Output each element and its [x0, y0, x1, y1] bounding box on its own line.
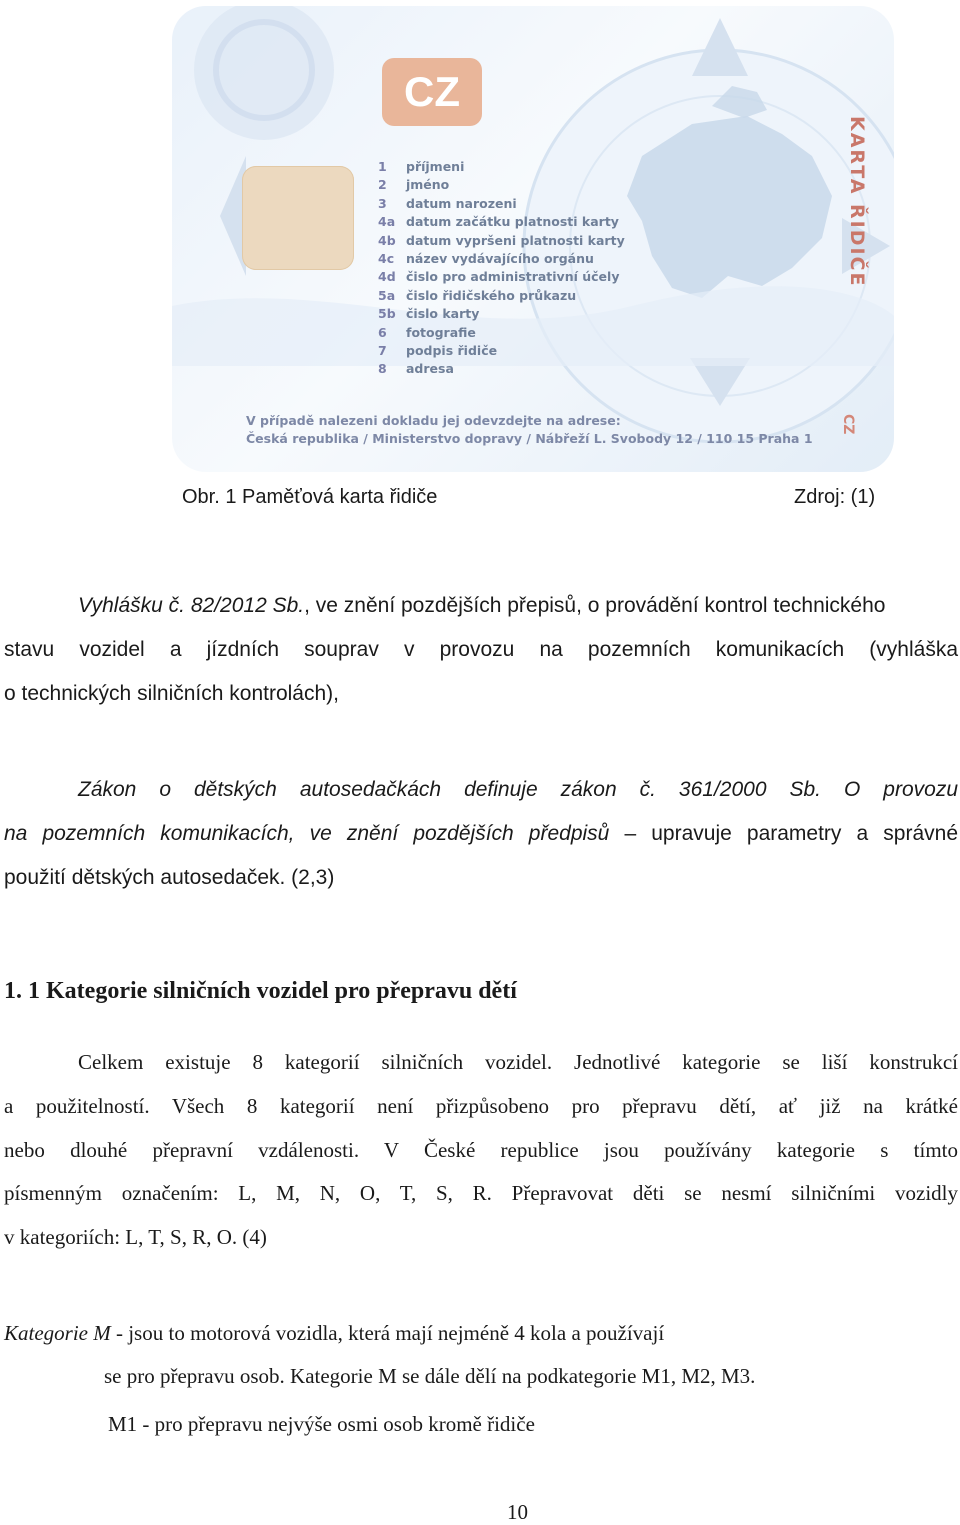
card-field-number: 6 — [378, 324, 387, 340]
card-field-row — [378, 232, 625, 250]
card-field-row — [378, 305, 625, 323]
card-field-label: příjmeni — [406, 159, 465, 174]
card-footer-line2: Česká republika / Ministerstvo dopravy / Nábřeží L. Svobody 12 / 110 15 Praha 1 — [246, 431, 813, 446]
section-line-5: v kategoriích: L, T, S, R, O. (4) — [4, 1225, 267, 1249]
para2-line3: použití dětských autosedaček. (2,3) — [4, 866, 335, 889]
card-side-code: CZ — [840, 414, 856, 435]
card-field-number: 8 — [378, 361, 387, 377]
section-line-3: nebo dlouhé přepravní vzdálenosti. V České republice jsou používány kategorie s tímto — [4, 1138, 958, 1162]
category-m-line1: Kategorie M - jsou to motorová vozidla, která mají nejméně 4 kola a používají — [4, 1321, 665, 1345]
card-field-label: podpis řidiče — [406, 343, 498, 359]
para1-line1: Vyhlášku č. 82/2012 Sb., ve znění pozdějších přepisů, o provádění kontrol technického — [78, 594, 886, 617]
card-return-address — [246, 412, 813, 448]
card-field-row — [378, 176, 625, 194]
card-field-number: 7 — [378, 343, 387, 359]
card-field-number: 4a — [378, 214, 396, 230]
card-title: KARTA ŘIDIČE — [846, 116, 868, 288]
category-m1-line: M1 - pro přepravu nejvýše osmi osob kromě řidiče — [108, 1412, 535, 1436]
page-number: 10 — [507, 1500, 528, 1524]
chip-icon — [242, 166, 354, 270]
card-field-row — [378, 268, 625, 286]
section-line-1: Celkem existuje 8 kategorií silničních vozidel. Jednotlivé kategorie se liší konstrukcí — [78, 1050, 958, 1074]
decree-reference: Vyhlášku č. 82/2012 Sb. — [78, 594, 305, 617]
card-field-row — [378, 158, 625, 176]
card-field-number: 4c — [378, 251, 395, 267]
card-field-number: 3 — [378, 195, 387, 211]
category-m-line2: se pro přepravu osob. Kategorie M se dále dělí na podkategorie M1, M2, M3. — [104, 1364, 756, 1388]
card-field-label: datum narozeni — [406, 195, 517, 211]
card-field-number: 5b — [378, 306, 396, 322]
figure-caption: Obr. 1 Paměťová karta řidiče — [182, 486, 438, 508]
figure-source: Zdroj: (1) — [794, 486, 876, 508]
card-field-label: adresa — [406, 361, 454, 377]
card-field-label: fotografie — [406, 324, 476, 340]
section-line-2: a použitelností. Všech 8 kategorií není přizpůsobeno pro přepravu dětí, ať již na krátké — [4, 1094, 958, 1118]
card-field-row — [378, 213, 625, 231]
section-heading: 1. 1 Kategorie silničních vozidel pro přepravu dětí — [4, 978, 517, 1004]
card-field-row — [378, 324, 625, 342]
card-field-number: 2 — [378, 177, 387, 193]
card-field-row — [378, 360, 625, 378]
card-field-label: jméno — [406, 177, 450, 193]
para1-line2: stavu vozidel a jízdních souprav v provozu na pozemních komunikacích (vyhláška — [4, 638, 958, 661]
para2-line1: Zákon o dětských autosedačkách definuje zákon č. 361/2000 Sb. O provozu — [78, 778, 958, 801]
card-field-label: čislo řidičského průkazu — [406, 287, 577, 303]
card-field-number: 4b — [378, 232, 396, 248]
card-field-row — [378, 195, 625, 213]
category-m-label: Kategorie M — [4, 1321, 111, 1345]
card-field-row — [378, 250, 625, 268]
card-field-number: 1 — [378, 159, 387, 174]
card-field-list — [378, 158, 625, 379]
card-field-label: název vydávajícího orgánu — [406, 251, 594, 267]
cz-country-logo: CZ — [382, 58, 482, 126]
card-field-row — [378, 342, 625, 360]
card-field-label: čislo karty — [406, 306, 480, 322]
driver-card-image — [172, 6, 894, 472]
section-line-4: písmenným označením: L, M, N, O, T, S, R. Přepravovat děti se nesmí silničními vozidly — [4, 1181, 958, 1205]
card-field-label: čislo pro administrativní účely — [406, 269, 620, 285]
para1-line3: o technických silničních kontrolách), — [4, 682, 339, 705]
card-field-label: datum začátku platnosti karty — [406, 214, 619, 230]
card-field-number: 4d — [378, 269, 396, 285]
card-field-number: 5a — [378, 287, 396, 303]
para2-line2: na pozemních komunikacích, ve znění pozdějších předpisů – upravuje parametry a správné — [4, 822, 958, 845]
card-footer-line1: V případě nalezeni dokladu jej odevzdejte na adrese: — [246, 413, 621, 428]
card-field-label: datum vypršeni platnosti karty — [406, 232, 625, 248]
card-field-row — [378, 287, 625, 305]
